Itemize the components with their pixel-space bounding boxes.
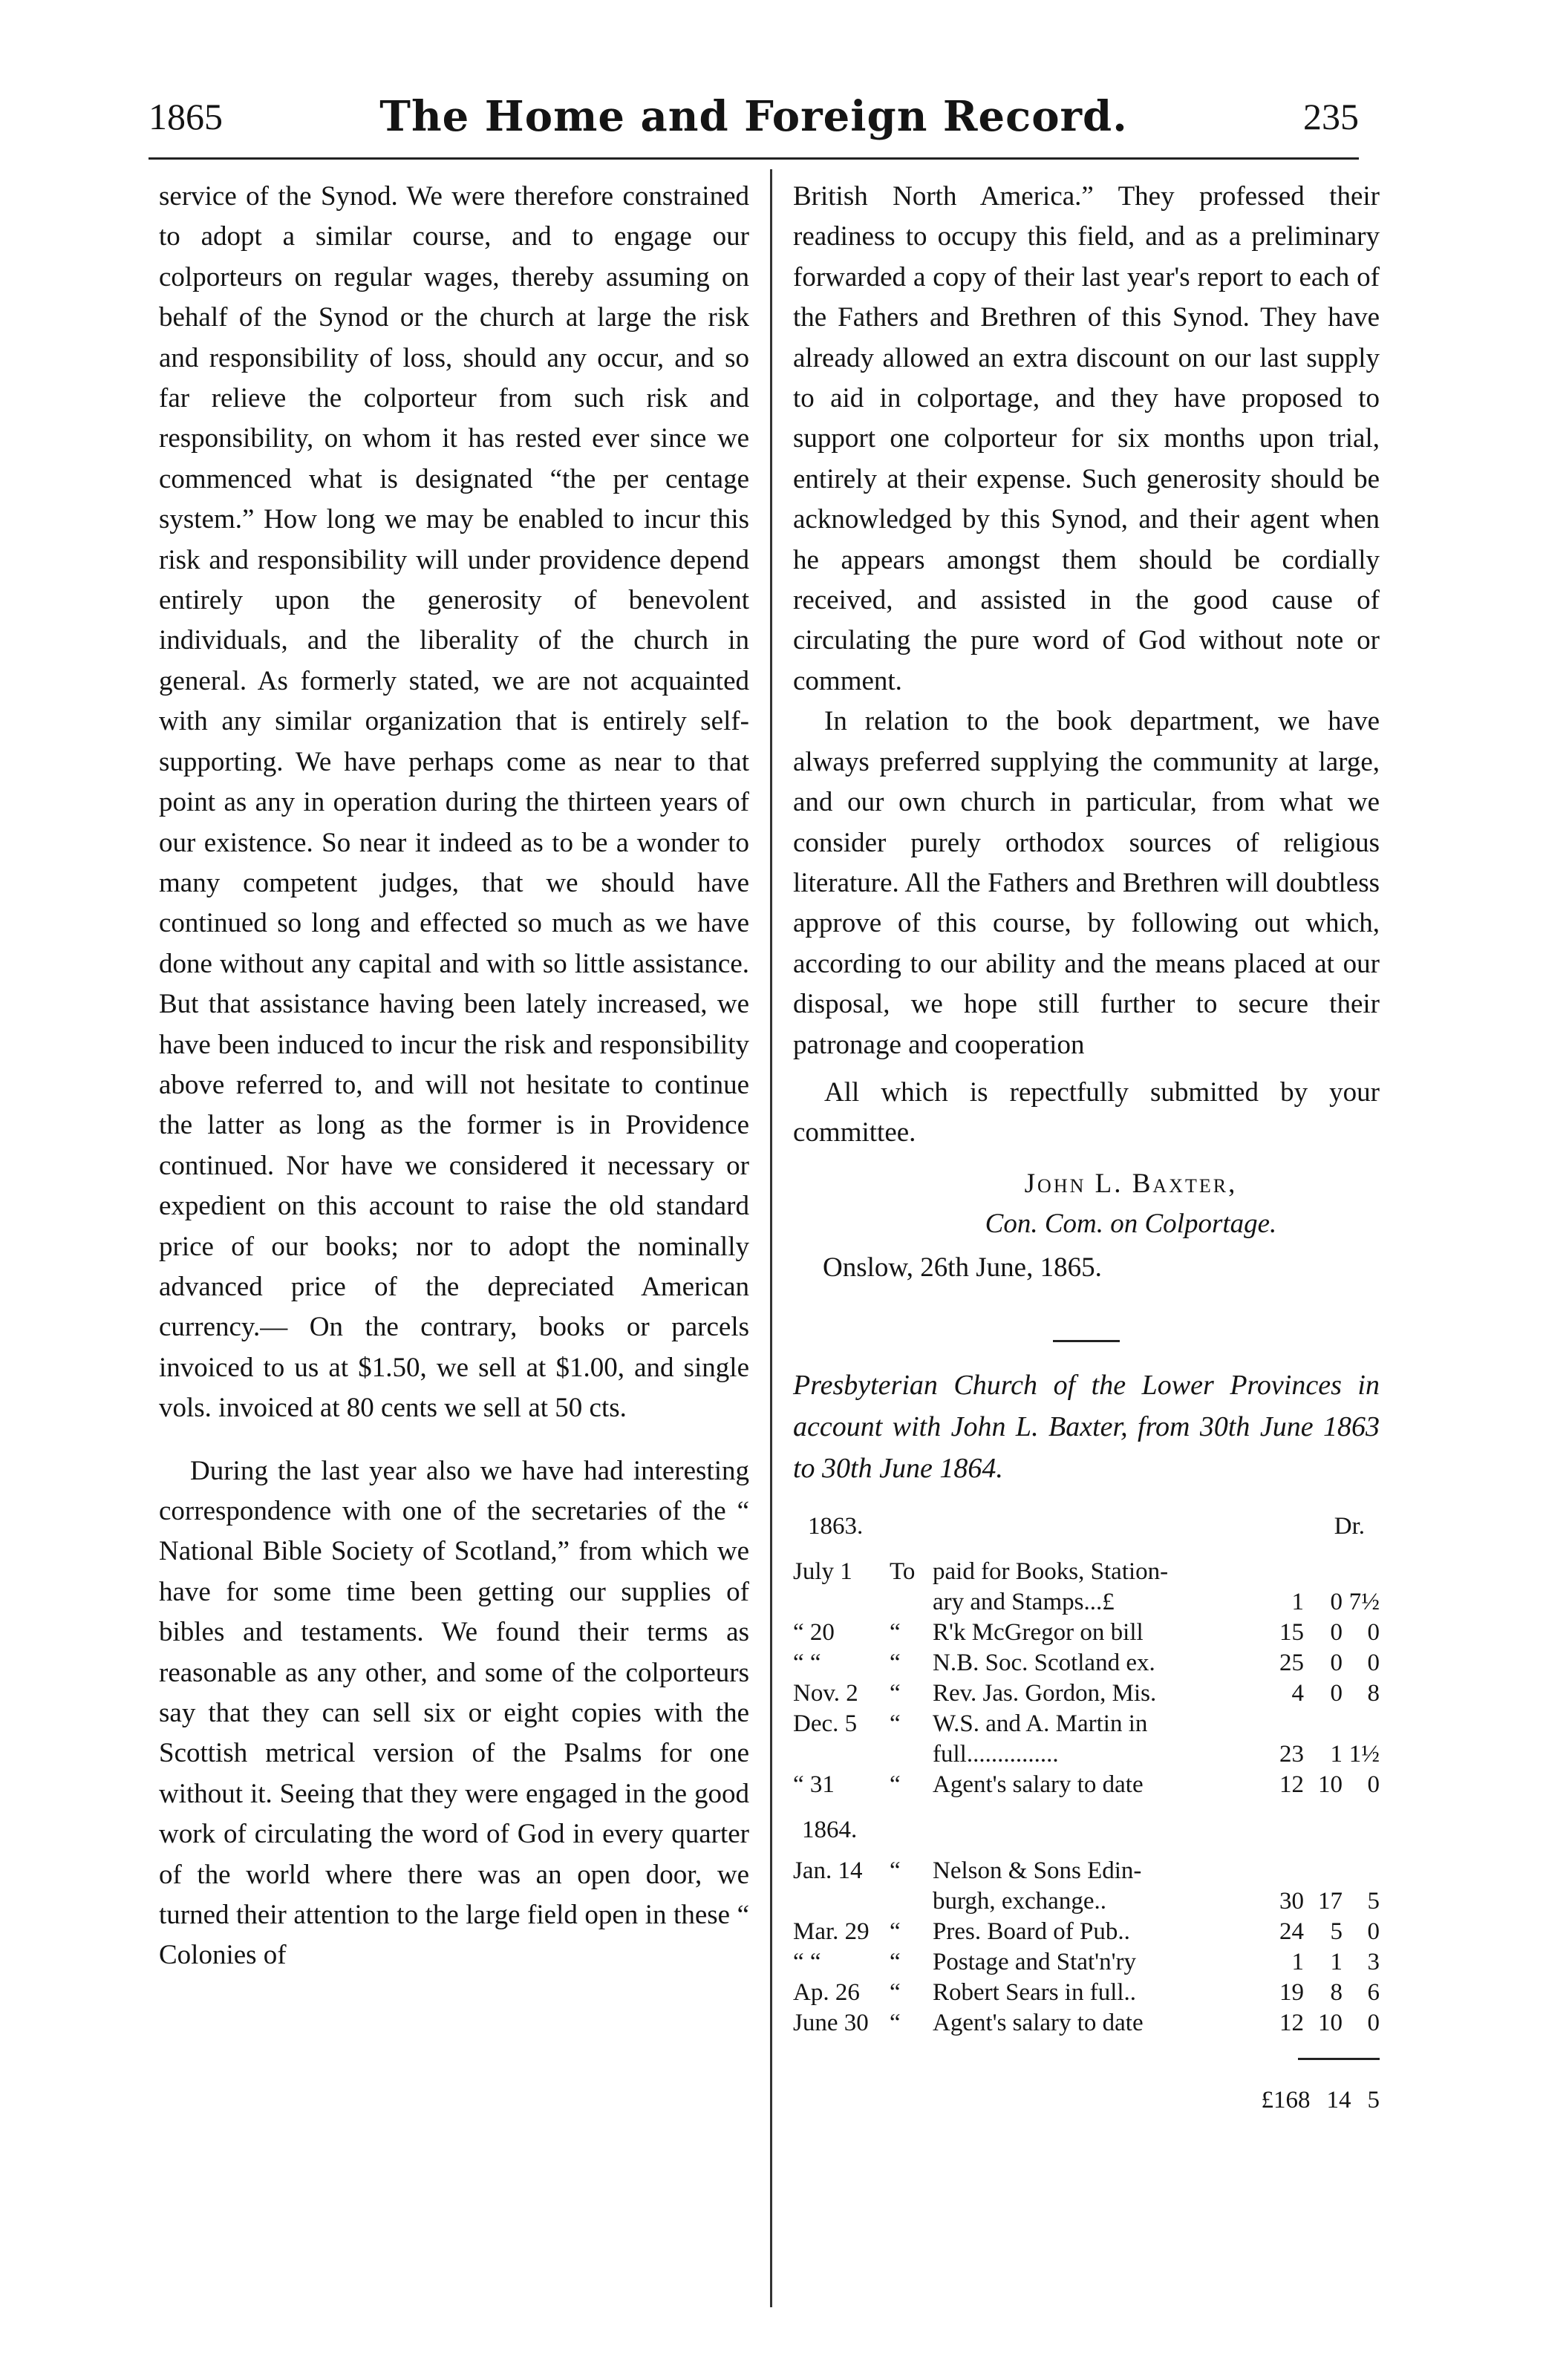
row-date: “ 20 [793,1618,835,1646]
row-description: paid for Books, Station- [933,1557,1169,1585]
row-pence: 0 [1367,1618,1380,1646]
row-shillings: 0 [1330,1588,1343,1615]
row-date: Dec. 5 [793,1710,858,1737]
account-year: 1864. [802,1816,858,1843]
row-to: To [890,1557,916,1585]
row-pence [1343,1557,1380,1587]
row-pounds: 30 [1279,1887,1304,1915]
row-to [890,1587,933,1618]
total-pence: 5 [1367,2086,1380,2113]
signature-place-date: Onslow, 26th June, 1865. [823,1252,1102,1283]
row-description: full............... [933,1740,1059,1768]
signature-name: John L. Baxter, [1024,1168,1238,1199]
row-pounds: 12 [1279,2009,1304,2036]
paragraph: British North America.” They professed their readiness to occupy this field, and as a preliminary forwarded a copy of their last year's report to each of the Fathers and Brethren of this Synod. They have already allowed an extra discount on our last supply to aid in colportage, and they have proposed to support one colporteur for six months upon trial, entirely at their expense. Such generosity should be acknowledged by this Synod, and their agent when he appears amongst them should be cordially received, and assisted in the good cause of circulating the pure word of God without note or comment. [793,181,1380,696]
account-row [793,1947,1380,1978]
account-row [793,2008,1380,2039]
row-to: “ [890,2009,901,2036]
paragraph: In relation to the book department, we have always preferred supplying the community at large, and our own church in particular, from what we consider purely orthodox sources of religious literature. All the Fathers and Brethren will doubtless approve of this course, by following out which, according to our ability and the means placed at our disposal, we hope still further to secure their patronage and cooperation [793,706,1380,1060]
account-row [793,1648,1380,1678]
row-pounds: 23 [1279,1740,1304,1768]
account-table [793,1511,1380,2116]
row-date: Jan. 14 [793,1857,863,1884]
row-date [793,1886,890,1917]
journal-title: The Home and Foreign Record. [379,92,1128,141]
row-shillings: 10 [1318,2009,1343,2036]
row-date: “ “ [793,1649,821,1676]
row-pounds: 1 [1291,1948,1304,1975]
account-row [793,1886,1380,1917]
account-row [793,1709,1380,1739]
row-shillings [1304,1557,1343,1587]
row-pence: 6 [1367,1978,1380,2006]
row-date: “ 31 [793,1771,835,1798]
row-description: ary and Stamps...£ [933,1588,1115,1615]
total-pounds: £168 [1261,2086,1311,2113]
row-date [793,1739,890,1770]
row-description: Postage and Stat'n'ry [933,1948,1137,1975]
row-to: “ [890,1857,901,1884]
row-description: N.B. Soc. Scotland ex. [933,1649,1155,1676]
row-pounds [1261,1557,1304,1587]
row-description: R'k McGregor on bill [933,1618,1144,1646]
row-pence: 5 [1367,1887,1380,1915]
account-year: 1863. [808,1512,864,1540]
row-pounds: 1 [1291,1588,1304,1615]
row-pence: 8 [1367,1679,1380,1707]
total-shillings: 14 [1326,2086,1351,2113]
account-row [793,1557,1380,1587]
row-shillings: 1 [1330,1948,1343,1975]
paragraph: All which is repectfully submitted by your committee. [793,1076,1380,1148]
row-to [890,1739,933,1770]
row-description: Robert Sears in full.. [933,1978,1137,2006]
row-pence: 0 [1367,1918,1380,1945]
column-divider [770,169,772,2307]
row-to: “ [890,1918,901,1945]
row-to: “ [890,1649,901,1676]
paragraph: During the last year also we have had interesting correspondence with one of the secretaries of the “ National Bible Society of Scotland,” from which we have for some time been getting our supplies of bibles and testaments. We found their terms as reasonable as any other, and some of the colporteurs say that they can sell six or eight copies with the Scottish metrical version of the Psalms for one without it. Seeing that they were engaged in the good work of circulating the word of God in every quarter of the world where there was an open door, we turned their attention to the large field open in these “ Colonies of [159,1455,749,1971]
row-pence: 0 [1367,2009,1380,2036]
row-to: “ [890,1679,901,1707]
left-column [159,177,749,1976]
account-row [793,1917,1380,1947]
row-shillings: 0 [1330,1679,1343,1707]
row-pounds: 24 [1279,1918,1304,1945]
account-total [793,2085,1380,2116]
row-pence: 0 [1367,1771,1380,1798]
row-description: Rev. Jas. Gordon, Mis. [933,1679,1157,1707]
row-date: “ “ [793,1948,821,1975]
account-rows-1863 [793,1557,1380,1800]
row-date: Nov. 2 [793,1679,858,1707]
right-column [793,177,1380,2116]
row-date: June 30 [793,2009,869,2036]
row-shillings: 0 [1330,1649,1343,1676]
account-row [793,1978,1380,2008]
account-header [808,1511,1365,1542]
row-pounds [1261,1856,1304,1886]
row-date: July 1 [793,1557,852,1585]
paragraph: service of the Synod. We were therefore constrained to adopt a similar course, and to engage our colporteurs on regular wages, thereby assuming on behalf of the Synod or the church at large the risk and responsibility of loss, should any occur, and so far relieve the colporteur from such risk and responsibility, on whom it has rested ever since we commenced what is designated “the per centage system.” How long we may be enabled to incur this risk and responsibility will under providence depend entirely upon the generosity of benevolent individuals, and the liberality of the church in general. As formerly stated, we are not acquainted with any similar organization that is entirely self-supporting. We have perhaps come as near to that point as any in operation during the thirteen years of our existence. So near it indeed as to be a wonder to many competent judges, that we should have continued so long and effected so much as we have done without any capital and with so little assistance. But that assistance having been lately increased, we have been induced to incur the risk and responsibility above referred to, and will not hesitate to continue the latter as long as the former is in Providence continued. Nor have we considered it necessary or expedient on this account to raise the old standard price of our books; nor to adopt the nominally advanced price of the depreciated American currency.— On the contrary, books or parcels invoiced to us at $1.50, we sell at $1.00, and single vols. invoiced at 80 cents we sell at 50 cts. [159,181,749,1424]
row-pounds: 19 [1279,1978,1304,2006]
row-date: Mar. 29 [793,1918,870,1945]
row-pence [1343,1709,1380,1739]
account-row [793,1678,1380,1709]
row-pounds: 25 [1279,1649,1304,1676]
row-pence: 7½ [1348,1588,1380,1615]
row-description: burgh, exchange.. [933,1887,1106,1915]
signature-title: Con. Com. on Colportage. [985,1209,1277,1240]
row-shillings: 8 [1330,1978,1343,2006]
debit-label: Dr. [1334,1512,1365,1540]
row-to: “ [890,1771,901,1798]
row-to: “ [890,1978,901,2006]
row-pounds [1261,1709,1304,1739]
running-header [149,92,1359,141]
row-pounds: 12 [1279,1771,1304,1798]
row-description: Agent's salary to date [933,2009,1144,2036]
row-shillings: 5 [1330,1918,1343,1945]
section-rule [1053,1340,1120,1342]
row-description: Pres. Board of Pub.. [933,1918,1130,1945]
account-row [793,1770,1380,1800]
account-row [793,1587,1380,1618]
row-description: Agent's salary to date [933,1771,1144,1798]
row-pence: 3 [1367,1948,1380,1975]
row-pence [1343,1856,1380,1886]
account-rows-1864 [793,1856,1380,2039]
page-number: 235 [1303,96,1359,137]
row-date [793,1587,890,1618]
row-pounds: 15 [1279,1618,1304,1646]
row-shillings: 0 [1330,1618,1343,1646]
header-rule [149,157,1359,160]
account-row [793,1618,1380,1648]
row-description: W.S. and A. Martin in [933,1710,1148,1737]
row-pence: 1½ [1348,1740,1380,1768]
row-to: “ [890,1948,901,1975]
row-to: “ [890,1618,901,1646]
total-rule [1298,2058,1380,2060]
row-description: Nelson & Sons Edin- [933,1857,1142,1884]
row-to: “ [890,1710,901,1737]
row-pence: 0 [1367,1649,1380,1676]
row-to [890,1886,933,1917]
account-row [793,1856,1380,1886]
row-shillings: 1 [1330,1740,1343,1768]
account-title: Presbyterian Church of the Lower Provinces in account with John L. Baxter, from 30th June 1863 to 30th June 1864. [793,1369,1380,1484]
row-pounds: 4 [1291,1679,1304,1707]
row-shillings: 17 [1318,1887,1343,1915]
account-row [793,1739,1380,1770]
header-year: 1865 [149,96,223,137]
row-date: Ap. 26 [793,1978,860,2006]
row-shillings [1304,1709,1343,1739]
row-shillings [1304,1856,1343,1886]
row-shillings: 10 [1318,1771,1343,1798]
